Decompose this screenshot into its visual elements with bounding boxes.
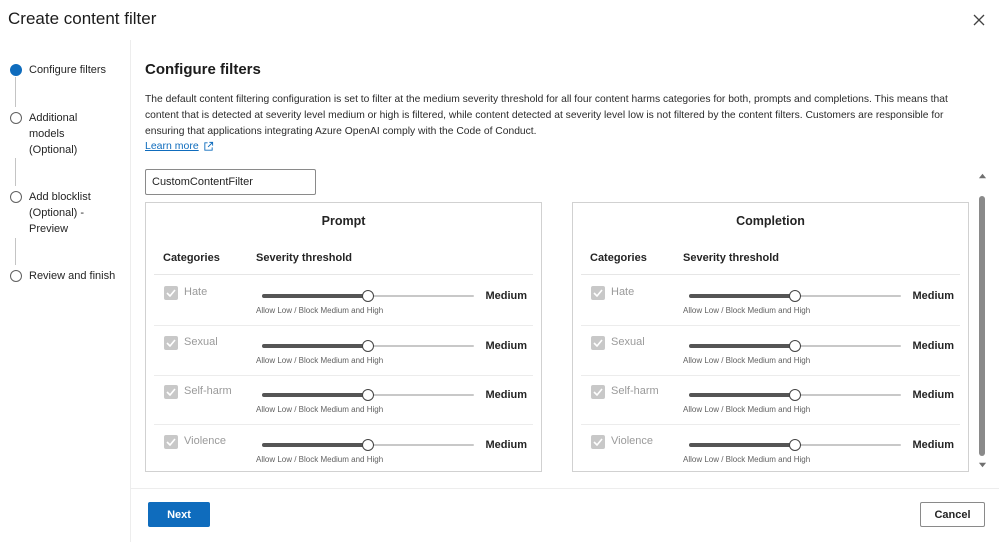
severity-slider[interactable]	[689, 340, 901, 352]
severity-level-value: Medium	[912, 339, 954, 352]
external-link-icon[interactable]	[203, 141, 214, 152]
slider-thumb[interactable]	[789, 290, 801, 302]
category-label: Sexual	[611, 335, 645, 348]
category-row	[581, 375, 960, 425]
slider-fill	[689, 294, 795, 298]
severity-slider[interactable]	[689, 389, 901, 401]
category-row	[581, 326, 960, 376]
threshold-description: Allow Low / Block Medium and High	[683, 355, 811, 365]
severity-level-value: Medium	[912, 438, 954, 451]
wizard-stepper	[0, 40, 131, 542]
category-checkbox[interactable]	[591, 435, 605, 449]
scrollbar-thumb[interactable]	[979, 196, 985, 456]
scroll-down-arrow-icon[interactable]	[978, 460, 987, 469]
severity-threshold-header: Severity threshold	[256, 252, 352, 264]
step-label: Add blocklist (Optional) - Preview	[29, 191, 91, 235]
severity-level-value: Medium	[485, 339, 527, 352]
checkmark-icon	[593, 339, 603, 347]
category-label: Violence	[611, 434, 653, 447]
category-checkbox[interactable]	[164, 286, 178, 300]
severity-slider[interactable]	[262, 389, 474, 401]
category-label: Self-harm	[611, 385, 659, 397]
threshold-description: Allow Low / Block Medium and High	[256, 405, 384, 414]
severity-threshold-header: Severity threshold	[683, 252, 779, 264]
learn-more-link[interactable]: Learn more	[145, 140, 199, 152]
category-row	[581, 425, 960, 475]
slider-thumb[interactable]	[362, 290, 374, 302]
category-label: Sexual	[184, 335, 218, 348]
checkmark-icon	[166, 339, 176, 347]
step-connector	[15, 77, 16, 107]
slider-fill	[689, 443, 795, 447]
severity-level-value: Medium	[485, 438, 527, 451]
slider-thumb[interactable]	[789, 439, 801, 451]
footer-divider	[131, 488, 999, 489]
category-checkbox[interactable]	[591, 385, 605, 399]
header-divider	[581, 274, 960, 275]
slider-fill	[262, 443, 368, 447]
panel-title: Prompt	[321, 214, 366, 228]
category-label: Hate	[611, 286, 635, 298]
panel-title: Completion	[736, 214, 805, 228]
severity-slider[interactable]	[262, 340, 474, 352]
slider-fill	[262, 344, 368, 348]
checkmark-icon	[593, 388, 603, 396]
categories-header: Categories	[590, 252, 647, 264]
slider-thumb[interactable]	[362, 439, 374, 451]
slider-fill	[689, 344, 795, 348]
slider-thumb[interactable]	[789, 340, 801, 352]
close-icon[interactable]	[969, 10, 989, 30]
step-label: Review and finish	[29, 270, 116, 282]
description-text: The default content filtering configuration is set to filter at the medium severity threshold for all four content harms categories for both, prompts and completions. This means that content that is detected at severity level medium or high is filtered, while content detected at severity level low is not filtered by the content filters. Customers are responsible for ensuring that applications integrating Azure OpenAI comply with the Code of Conduct.	[145, 94, 948, 137]
severity-level-value: Medium	[485, 290, 527, 302]
severity-slider[interactable]	[262, 290, 474, 302]
category-label: Hate	[184, 286, 208, 298]
category-row	[154, 326, 533, 376]
header-divider	[154, 274, 533, 275]
slider-fill	[262, 393, 368, 397]
category-checkbox[interactable]	[591, 336, 605, 350]
step-indicator	[10, 270, 22, 282]
category-row	[154, 425, 533, 475]
page-title: Configure filters	[145, 61, 261, 78]
category-label: Violence	[184, 434, 226, 447]
severity-level-value: Medium	[485, 389, 527, 401]
step-indicator	[10, 191, 22, 203]
slider-fill	[262, 294, 368, 298]
category-checkbox[interactable]	[164, 385, 178, 399]
cancel-button[interactable]: Cancel	[920, 502, 985, 527]
step-connector	[15, 158, 16, 186]
categories-header: Categories	[163, 252, 220, 264]
step-connector	[15, 238, 16, 265]
slider-thumb[interactable]	[789, 389, 801, 401]
severity-level-value: Medium	[912, 290, 954, 302]
filter-name-input[interactable]	[145, 169, 316, 195]
checkmark-icon	[166, 289, 176, 297]
slider-fill	[689, 393, 795, 397]
checkmark-icon	[166, 438, 176, 446]
threshold-description: Allow Low / Block Medium and High	[256, 454, 384, 464]
threshold-description: Allow Low / Block Medium and High	[256, 355, 384, 365]
severity-slider[interactable]	[689, 290, 901, 302]
step-indicator	[10, 112, 22, 124]
category-checkbox[interactable]	[164, 336, 178, 350]
category-row	[581, 276, 960, 326]
dialog-title: Create content filter	[8, 9, 157, 28]
threshold-description: Allow Low / Block Medium and High	[683, 454, 811, 464]
threshold-description: Allow Low / Block Medium and High	[256, 306, 384, 315]
category-row	[154, 276, 533, 326]
completion-panel	[572, 202, 969, 472]
severity-slider[interactable]	[262, 439, 474, 451]
severity-slider[interactable]	[689, 439, 901, 451]
checkmark-icon	[593, 289, 603, 297]
category-row	[154, 375, 533, 425]
slider-thumb[interactable]	[362, 340, 374, 352]
checkmark-icon	[166, 388, 176, 396]
scroll-up-arrow-icon[interactable]	[978, 172, 987, 181]
threshold-description: Allow Low / Block Medium and High	[683, 405, 811, 414]
slider-thumb[interactable]	[362, 389, 374, 401]
checkmark-icon	[593, 438, 603, 446]
next-button[interactable]: Next	[148, 502, 210, 527]
severity-level-value: Medium	[912, 389, 954, 401]
threshold-description: Allow Low / Block Medium and High	[683, 306, 811, 315]
step-label: Configure filters	[29, 64, 107, 76]
category-checkbox[interactable]	[164, 435, 178, 449]
category-checkbox[interactable]	[591, 286, 605, 300]
step-current-indicator	[10, 64, 22, 76]
category-label: Self-harm	[184, 385, 232, 397]
prompt-panel	[145, 202, 542, 472]
step-label: Additional models (Optional)	[29, 112, 78, 156]
